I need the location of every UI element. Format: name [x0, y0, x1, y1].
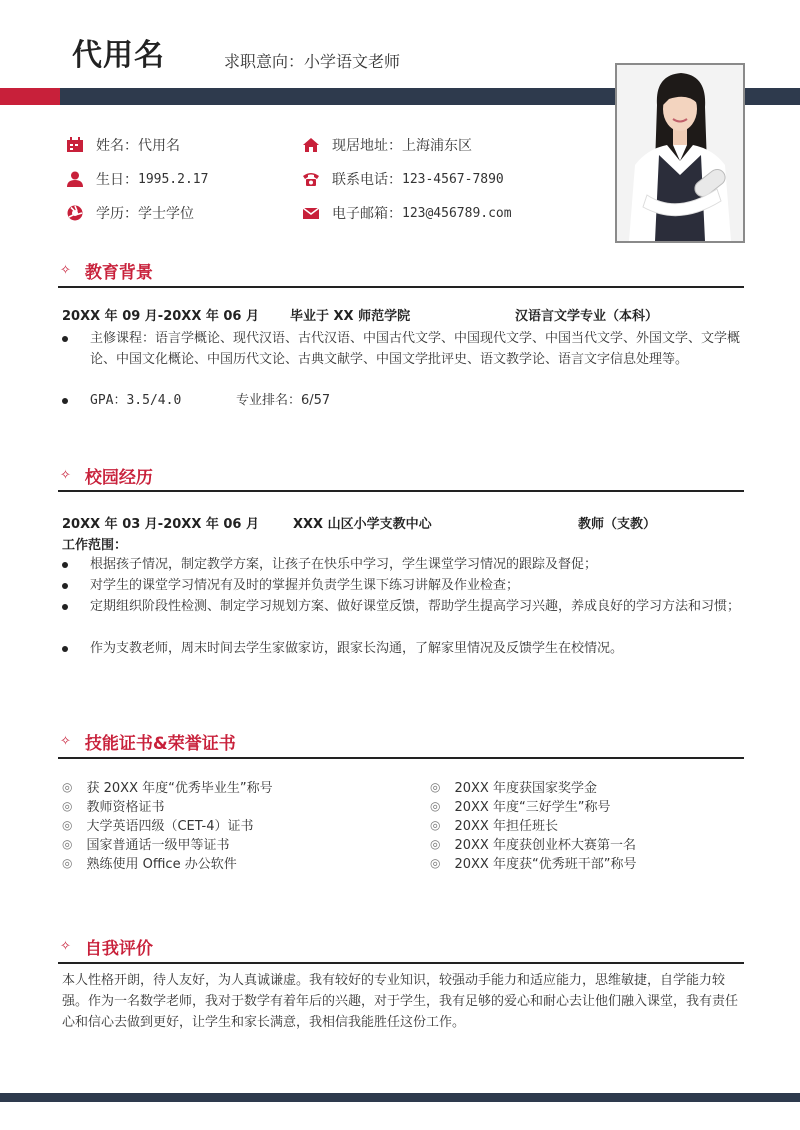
education-courses: 主修课程：语言学概论、现代汉语、古代汉语、中国古代文学、中国现代文学、中国当代文学、外国文学、文学概论、中国文化概论、中国历代文论、古典文献学、中国文学批评史、语文教学论、语言文字信息处理等。: [90, 331, 741, 367]
campus-item: 作为支教老师，周末时间去学生家做家访，跟家长沟通，了解家里情况及反馈学生在校情况。: [90, 641, 624, 656]
phone-icon: [302, 171, 320, 187]
email-label: 电子邮箱：: [332, 206, 402, 222]
section-divider: [58, 757, 744, 759]
circle-bullet-icon: ◎: [62, 798, 73, 813]
circle-bullet-icon: ◎: [62, 779, 73, 794]
mail-icon: [302, 205, 320, 221]
bullet-dot: [62, 336, 68, 342]
circle-bullet-icon: ◎: [62, 855, 73, 870]
birthday-label: 生日：: [96, 172, 138, 188]
info-email: [302, 203, 512, 223]
campus-org: XXX 山区小学支教中心: [293, 517, 432, 532]
campus-scope-label: 工作范围：: [62, 538, 128, 553]
birthday-value: 1995.2.17: [138, 171, 209, 187]
diamond-icon: ✧: [60, 734, 71, 749]
campus-title: 校园经历: [84, 468, 153, 488]
circle-bullet-icon: ◎: [430, 836, 441, 851]
cap-icon: [66, 205, 84, 221]
info-phone: [302, 169, 504, 189]
cert-item: ◎ 教师资格证书: [62, 798, 165, 815]
circle-bullet-icon: ◎: [430, 798, 441, 813]
bullet-dot: [62, 583, 68, 589]
phone-label: 联系电话：: [332, 172, 402, 188]
bullet-dot: [62, 398, 68, 404]
section-divider: [58, 962, 744, 964]
calendar-icon: [66, 137, 84, 153]
cert-item: ◎ 20XX 年度“三好学生”称号: [430, 798, 611, 815]
cert-item: ◎ 20XX 年度获国家奖学金: [430, 779, 597, 796]
cert-item: ◎ 20XX 年担任班长: [430, 817, 558, 834]
diamond-icon: ✧: [60, 263, 71, 278]
phone-value: 123-4567-7890: [402, 171, 504, 187]
info-name: [66, 135, 180, 155]
header-accent-bar: [0, 88, 60, 105]
section-divider: [58, 490, 744, 492]
campus-item: 根据孩子情况，制定教学方案，让孩子在快乐中学习，学生课堂学习情况的跟踪及督促；: [90, 557, 598, 572]
cert-item: ◎ 熟练使用 Office 办公软件: [62, 855, 237, 872]
cert-item: ◎ 国家普通话一级甲等证书: [62, 836, 230, 853]
education-school: 毕业于 XX 师范学院: [290, 309, 411, 324]
circle-bullet-icon: ◎: [62, 817, 73, 832]
section-divider: [58, 286, 744, 288]
education-gpa: GPA：3.5/4.0: [90, 393, 182, 408]
education-period: 20XX 年 09 月-20XX 年 06 月: [62, 309, 260, 324]
cert-item: ◎ 获 20XX 年度“优秀毕业生”称号: [62, 779, 273, 796]
campus-period: 20XX 年 03 月-20XX 年 06 月: [62, 517, 260, 532]
self-heading: [60, 934, 153, 959]
job-intent: 求职意向：小学语文老师: [224, 52, 401, 71]
cert-item: ◎ 20XX 年度获创业杯大赛第一名: [430, 836, 636, 853]
cert-item: ◎ 大学英语四级（CET-4）证书: [62, 817, 254, 834]
circle-bullet-icon: ◎: [430, 855, 441, 870]
cert-item: ◎ 20XX 年度获“优秀班干部”称号: [430, 855, 637, 872]
circle-bullet-icon: ◎: [430, 779, 441, 794]
person-icon: [66, 171, 84, 187]
diamond-icon: ✧: [60, 939, 71, 954]
campus-heading: [60, 463, 153, 488]
info-address: [302, 135, 472, 155]
bullet-dot: [62, 646, 68, 652]
diamond-icon: ✧: [60, 468, 71, 483]
info-birthday: [66, 169, 208, 189]
bullet-dot: [62, 562, 68, 568]
address-text: 现居地址：上海浦东区: [332, 138, 472, 154]
certs-title: 技能证书&荣誉证书: [84, 734, 236, 754]
portrait-illustration: [617, 65, 743, 241]
campus-item: 对学生的课堂学习情况有及时的掌握并负责学生课下练习讲解及作业检查；: [90, 578, 520, 593]
circle-bullet-icon: ◎: [430, 817, 441, 832]
campus-role: 教师（支教）: [578, 517, 657, 532]
bullet-dot: [62, 604, 68, 610]
education-major: 汉语言文学专业（本科）: [515, 309, 659, 324]
email-value: 123@456789.com: [402, 205, 512, 221]
home-icon: [302, 137, 320, 153]
footer-bar: [0, 1093, 800, 1102]
education-heading: [60, 258, 153, 283]
campus-item: 定期组织阶段性检测、制定学习规划方案、做好课堂反馈，帮助学生提高学习兴趣，养成良好的学习方法和习惯；: [90, 599, 741, 614]
education-title: 教育背景: [84, 263, 153, 283]
profile-photo: [615, 63, 745, 243]
circle-bullet-icon: ◎: [62, 836, 73, 851]
info-name-text: 姓名：代用名: [96, 138, 180, 154]
education-text: 学历：学士学位: [96, 206, 194, 222]
self-title: 自我评价: [84, 939, 153, 959]
candidate-name: 代用名: [72, 38, 165, 73]
certs-heading: [60, 729, 236, 754]
education-rank: 专业排名：6/57: [236, 393, 331, 408]
self-evaluation-text: 本人性格开朗，待人友好，为人真诚谦虚。我有较好的专业知识，较强动手能力和适应能力，思维敏捷，自学能力较强。作为一名数学老师，我对于数学有着年后的兴趣，对于学生，我有足够的爱心和耐心去让他们融入课堂，我有责任心和信心去做到更好，让学生和家长满意，我相信我能胜任这份工作。: [62, 973, 739, 1030]
info-education: [66, 203, 194, 223]
